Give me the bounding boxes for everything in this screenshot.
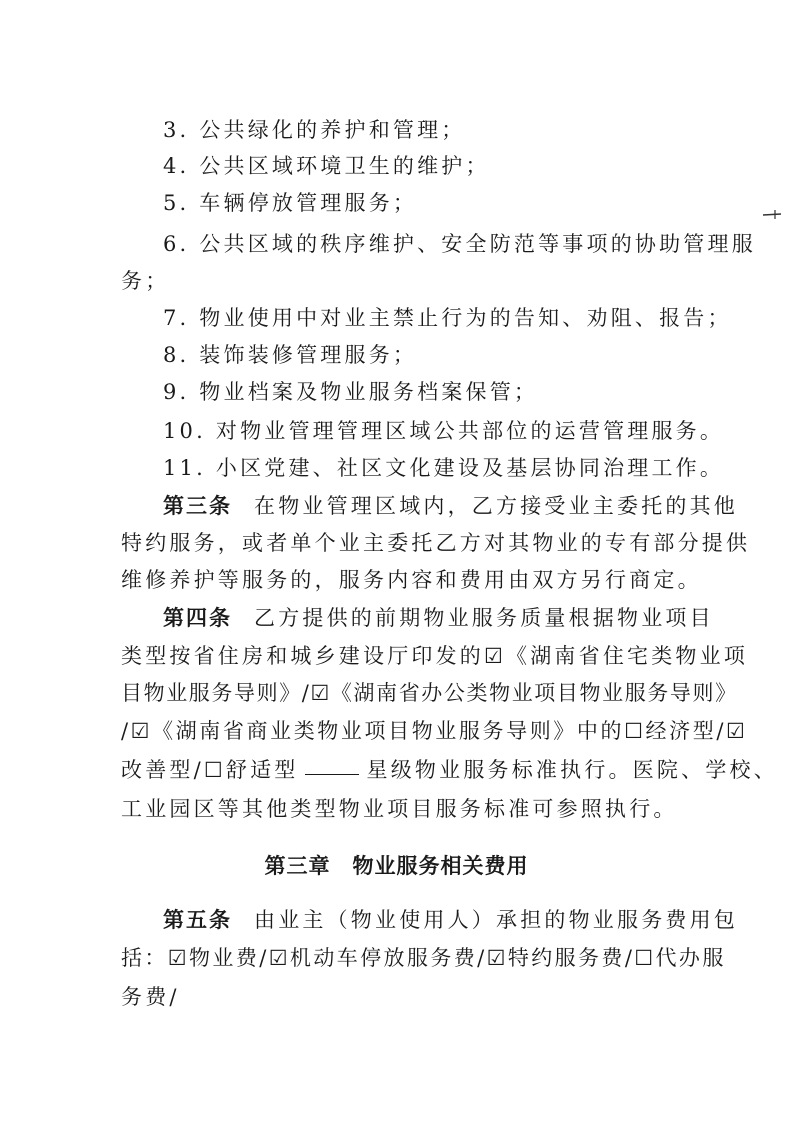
list-item-11: 11. 小区党建、社区文化建设及基层协同治理工作。: [163, 456, 725, 480]
article-3-line-3: 维修养护等服务的，服务内容和费用由双方另行商定。: [121, 568, 702, 592]
article-5-line-2: 括：☑物业费/☑机动车停放服务费/☑特约服务费/☐代办服: [121, 946, 726, 970]
article-3-line-2: 特约服务，或者单个业主委托乙方对其物业的专有部分提供: [121, 531, 751, 555]
article-4-text: 乙方提供的前期物业服务质量根据物业项目: [254, 606, 714, 630]
list-item-7: 7. 物业使用中对业主禁止行为的告知、劝阻、报告；: [163, 306, 732, 330]
article-4-line-5-start: 改善型/☐舒适型: [121, 758, 299, 782]
chapter-heading: [0, 850, 793, 880]
blank-underline: [305, 773, 359, 775]
article-4-line-3: 目物业服务导则》/☑《湖南省办公类物业项目物业服务导则》: [121, 681, 738, 705]
article-5-line-1: [163, 907, 738, 933]
article-4-line-2: 类型按省住房和城乡建设厅印发的☑《湖南省住宅类物业项: [121, 644, 749, 668]
article-4-line-5: [121, 757, 778, 783]
scan-edge-mark-icon: [762, 208, 782, 222]
list-item-4: 4. 公共区域环境卫生的维护；: [163, 154, 490, 178]
list-item-8: 8. 装饰装修管理服务；: [163, 343, 418, 367]
list-item-5: 5. 车辆停放管理服务；: [163, 191, 418, 215]
article-4-line-4: /☑《湖南省商业类物业项目物业服务导则》中的☐经济型/☑: [121, 719, 748, 743]
chapter-number: 第三章: [264, 854, 331, 878]
article-4-line-5-end: 星级物业服务标准执行。医院、学校、: [366, 758, 778, 782]
article-3-title: 第三条: [163, 494, 232, 518]
article-4-line-6: 工业园区等其他类型物业项目服务标准可参照执行。: [121, 797, 678, 821]
list-item-10: 10. 对物业管理管理区域公共部位的运营管理服务。: [163, 419, 725, 443]
list-item-9: 9. 物业档案及物业服务档案保管；: [163, 380, 539, 404]
list-item-3: 3. 公共绿化的养护和管理；: [163, 118, 466, 142]
list-item-6-cont: 务；: [121, 269, 170, 293]
article-3-text: 在物业管理区域内，乙方接受业主委托的其他: [254, 494, 738, 518]
article-5-title: 第五条: [163, 908, 232, 932]
list-item-6: 6. 公共区域的秩序维护、安全防范等事项的协助管理服: [163, 232, 756, 256]
chapter-title: 物业服务相关费用: [352, 854, 529, 878]
article-4-title: 第四条: [163, 606, 232, 630]
article-5-text: 由业主（物业使用人）承担的物业服务费用包: [254, 908, 738, 932]
article-4-line-1: [163, 605, 714, 631]
article-5-line-3: 务费/: [121, 985, 180, 1009]
article-3-line-1: [163, 493, 738, 519]
